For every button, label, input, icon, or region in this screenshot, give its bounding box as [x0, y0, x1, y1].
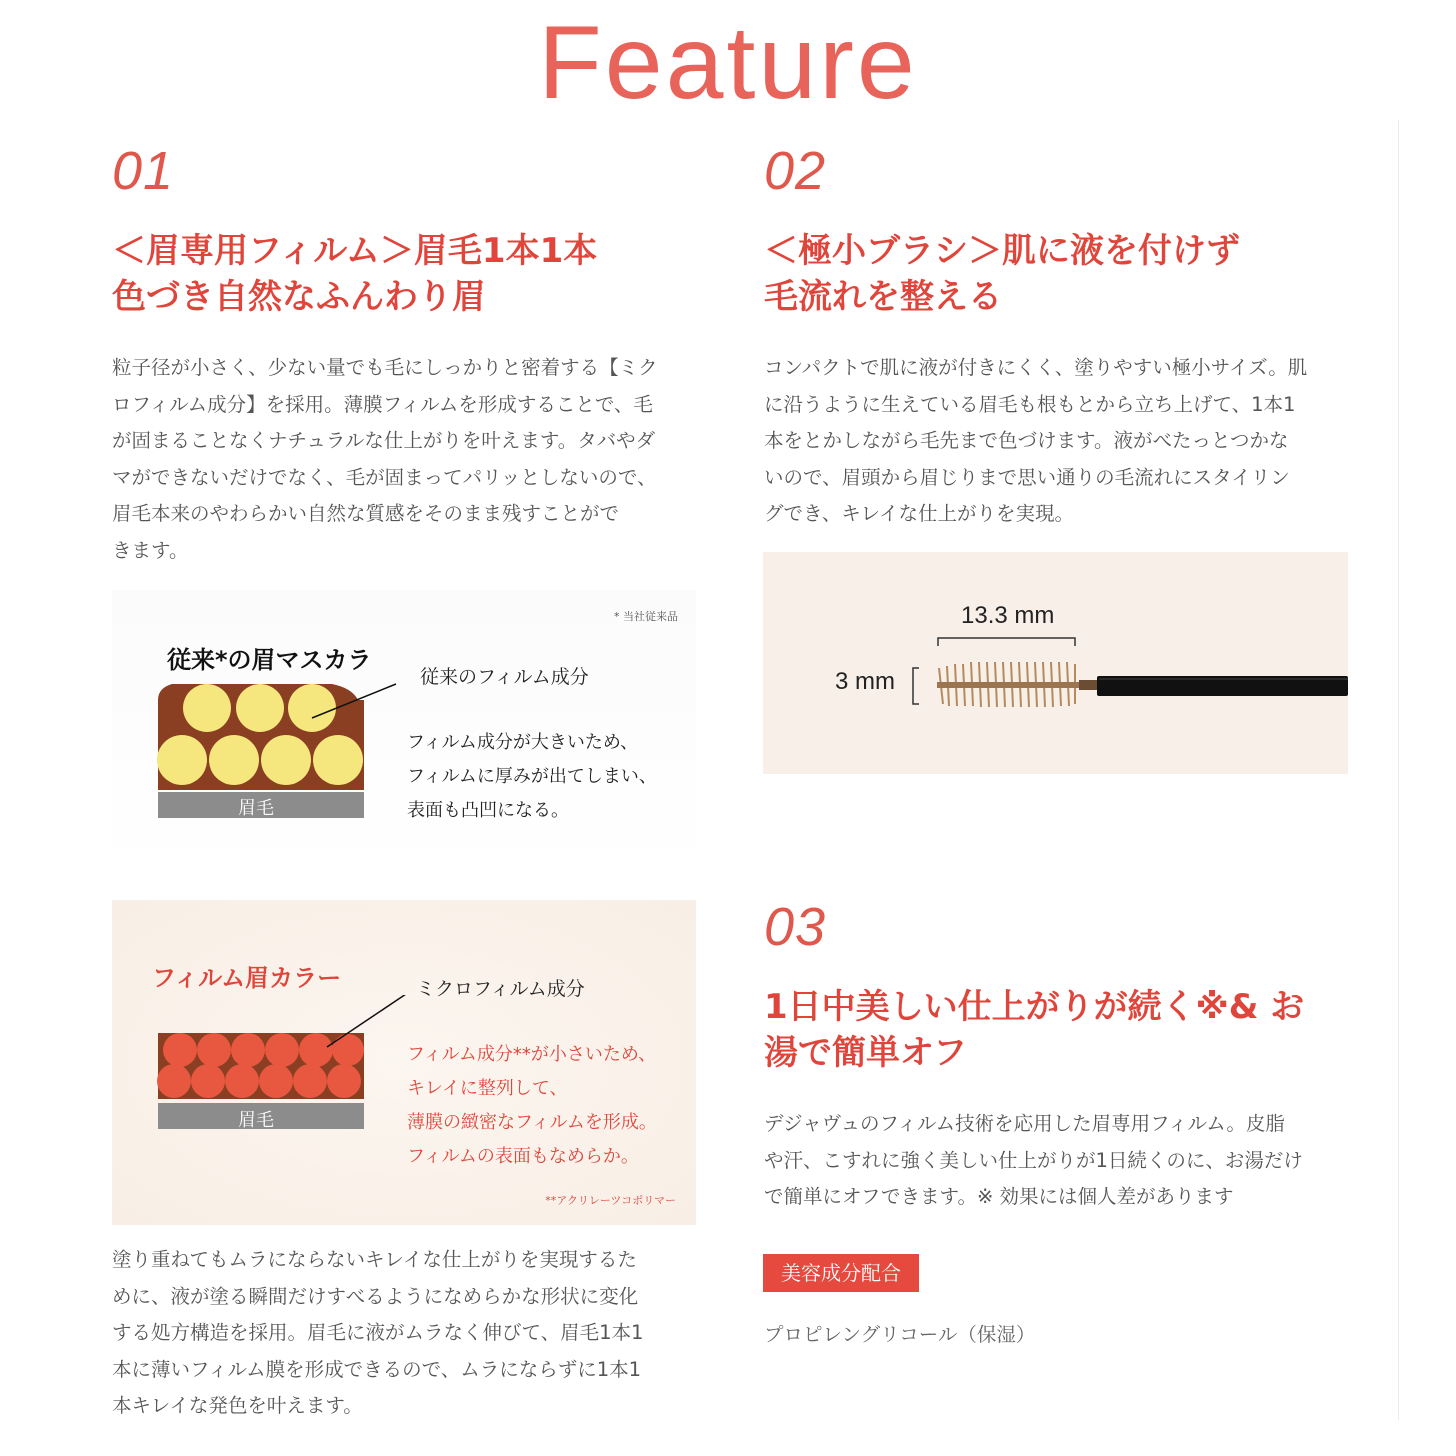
- feature-03: [764, 896, 1364, 1216]
- feature-01-body-2: 塗り重ねてもムラにならないキレイな仕上がりを実現するた めに、液が塗る瞬間だけすべるようになめらかな形状に変化 する処方構造を採用。眉毛に液がムラなく伸びて、眉毛1本1 本に薄いフィルム膜を形成できるので、ムラにならずに1本1 本キレイな発色を叶えます。: [112, 1248, 644, 1417]
- pointer-line: [327, 995, 412, 1047]
- page-title: Feature: [538, 5, 918, 121]
- brush-length-label: 13.3 mm: [961, 602, 1055, 629]
- film-diagram-micro: [152, 995, 412, 1145]
- length-bracket: [938, 638, 1075, 646]
- brush-ferrule: [1079, 680, 1099, 690]
- ingredient-badge: 美容成分配合: [763, 1254, 919, 1292]
- base-label: 眉毛: [238, 798, 274, 819]
- diagram-conventional: [112, 590, 696, 875]
- feature-body: 粒子径が小さく、少ない量でも毛にしっかりと密着する【ミク ロフィルム成分】を採用。薄膜フィルムを形成することで、毛 が固まることなくナチュラルな仕上がりを叶えます。タバやダ マができないだけでなく、毛が固まってパリッとしないので、 眉毛本来のやわらかい自然な質感をそのまま残すことがで きます。: [112, 356, 658, 562]
- feature-heading: ＜極小ブラシ＞肌に液を付けず 毛流れを整える: [764, 231, 1240, 317]
- brush-core: [937, 682, 1082, 688]
- divider: [1398, 120, 1399, 1420]
- brush-illustration: [903, 632, 1348, 722]
- pointer-label: ミクロフィルム成分: [416, 978, 585, 1000]
- diagram-text: フィルム成分が大きいため、 フィルムに厚みが出てしまい、 表面も凸凹になる。: [407, 732, 657, 821]
- feature-number: 01: [112, 141, 175, 201]
- feature-02: [764, 140, 1364, 533]
- footnote: **アクリレーツコポリマー: [545, 1194, 676, 1207]
- feature-body: デジャヴュのフィルム技術を応用した眉専用フィルム。皮脂 や汗、こすれに強く美しい仕上がりが1日続くのに、お湯だけ で簡単にオフできます。※ 効果には個人差があります: [764, 1112, 1303, 1208]
- width-bracket: [913, 668, 919, 704]
- feature-heading: 1日中美しい仕上がりが続く※& お 湯で簡単オフ: [764, 987, 1305, 1073]
- feature-number: 03: [764, 897, 827, 957]
- feature-heading: ＜眉専用フィルム＞眉毛1本1本 色づき自然なふんわり眉: [112, 231, 598, 317]
- base-label: 眉毛: [238, 1110, 274, 1131]
- film-diagram-conventional: [152, 680, 442, 830]
- brush-width-label: 3 mm: [835, 668, 895, 695]
- feature-body: コンパクトで肌に液が付きにくく、塗りやすい極小サイズ。肌 に沿うように生えている眉毛も根もとから立ち上げて、1本1 本をとかしながら毛先まで色づけます。液がべたっとつかな いので、眉頭から眉じりまで思い通りの毛流れにスタイリン グでき、キレイな仕上がりを実現。: [764, 356, 1308, 525]
- brush-figure: [763, 552, 1348, 774]
- diagram-film-color: [112, 900, 696, 1225]
- diagram-text: フィルム成分**が小さいため、 キレイに整列して、 薄膜の緻密なフィルムを形成。 フィルムの表面もなめらか。: [407, 1044, 657, 1167]
- diagram-title: 従来*の眉マスカラ: [167, 646, 372, 674]
- feature-01: [112, 140, 712, 569]
- diagram-title: フィルム眉カラー: [152, 964, 342, 992]
- footnote: * 当社従来品: [614, 610, 678, 623]
- feature-number: 02: [764, 141, 827, 201]
- pointer-label: 従来のフィルム成分: [420, 666, 589, 688]
- ingredient-text: プロピレングリコール（保湿）: [764, 1323, 1036, 1346]
